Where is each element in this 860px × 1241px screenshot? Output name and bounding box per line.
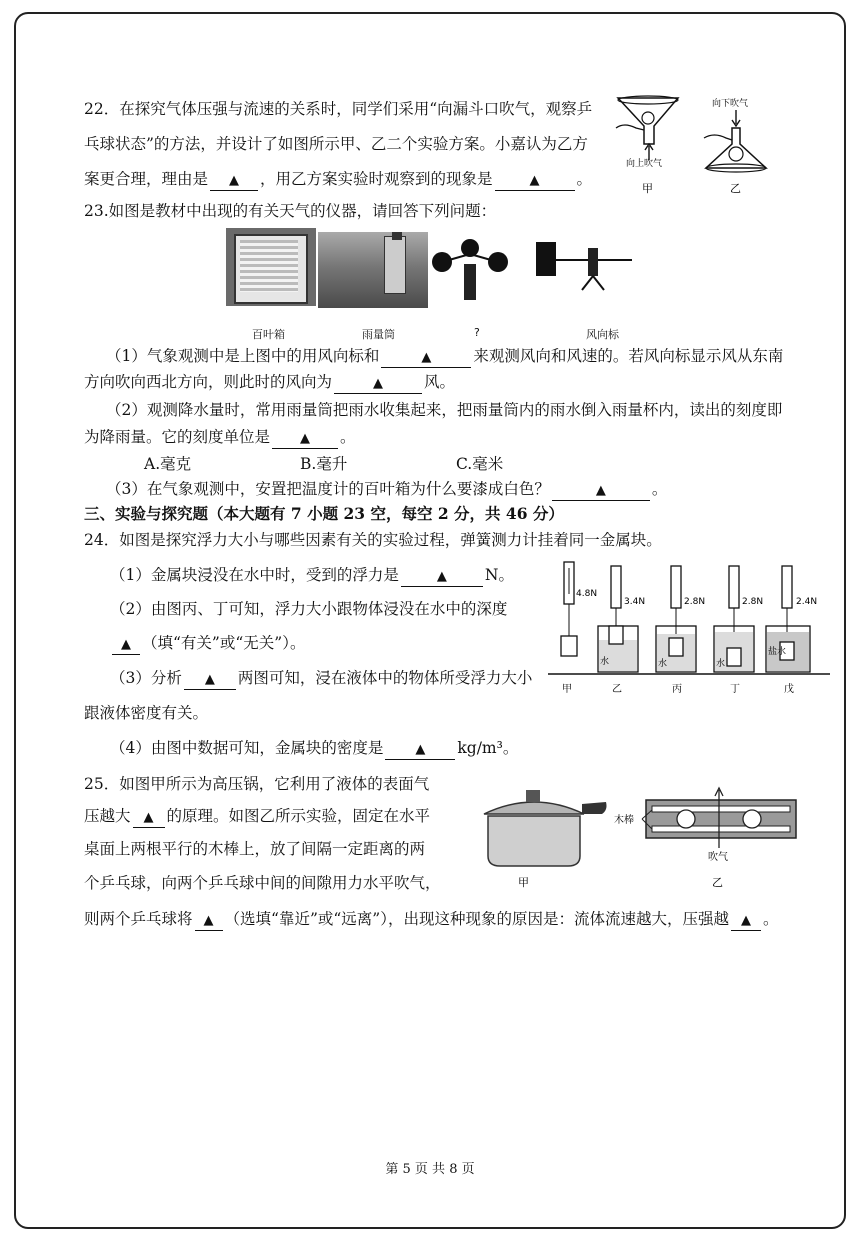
q24-p4: （4）由图中数据可知，金属块的密度是 ▲ kg/m³。 [110, 737, 518, 760]
answer-blank[interactable]: ▲ [184, 669, 236, 690]
svg-text:3.4N: 3.4N [624, 597, 646, 607]
answer-blank[interactable]: ▲ [385, 739, 455, 760]
q24-p3-cont: 跟液体密度有关。 [84, 704, 209, 722]
scale-yi [598, 566, 645, 695]
q24-p3: （3）分析 ▲ 两图可知，浸在液体中的物体所受浮力大小 [110, 667, 532, 690]
anemometer-photo [430, 234, 510, 306]
caption-wind-vane: 风向标 [586, 328, 619, 341]
q25-line1: 25．如图甲所示为高压锅，它利用了液体的表面气 [84, 775, 430, 793]
q24-p1: （1）金属块浸没在水中时，受到的浮力是 ▲ N。 [110, 564, 514, 587]
caption-louver-box: 百叶箱 [252, 328, 285, 341]
q23-option-b[interactable]: B.毫升 [300, 455, 348, 473]
answer-blank[interactable]: ▲ [272, 428, 338, 449]
scale-bing [656, 566, 705, 695]
svg-text:甲: 甲 [562, 684, 572, 695]
answer-blank[interactable]: ▲ [552, 480, 650, 501]
answer-blank[interactable]: ▲ [401, 566, 483, 587]
answer-blank[interactable]: ▲ [381, 347, 471, 368]
q24-p2-cont: ▲ （填“有关”或“无关”）。 [110, 632, 305, 655]
svg-text:2.8N: 2.8N [742, 597, 764, 607]
svg-text:乙: 乙 [612, 684, 622, 695]
svg-text:盐水: 盐水 [768, 647, 787, 657]
answer-blank[interactable]: ▲ [133, 807, 165, 828]
funnel-yi [704, 97, 766, 195]
svg-text:向下吹气: 向下吹气 [712, 99, 749, 109]
caption-rain-gauge: 雨量筒 [362, 328, 395, 341]
answer-blank[interactable]: ▲ [112, 634, 140, 655]
answer-blank[interactable]: ▲ [195, 910, 223, 931]
answer-blank[interactable]: ▲ [210, 170, 258, 191]
q25-line3: 桌面上两根平行的木棒上，放了间隔一定距离的两 [84, 840, 426, 858]
svg-text:2.8N: 2.8N [684, 597, 706, 607]
svg-text:甲: 甲 [642, 182, 653, 195]
svg-text:戊: 戊 [784, 684, 794, 695]
q25-line4: 个乒乓球，向两个乒乓球中间的间隙用力水平吹气， [84, 874, 441, 892]
q23-p1: （1）气象观测中是上图中的用风向标和 ▲ 来观测风向和风速的。若风向标显示风从东南 [106, 345, 783, 368]
svg-text:向上吹气: 向上吹气 [626, 159, 663, 169]
scale-jia [561, 562, 597, 695]
q22-line2: 乓球状态”的方法，并设计了如图所示甲、乙二个实验方案。小嘉认为乙方 [84, 135, 588, 153]
section3-title: 三、实验与探究题（本大题有 7 小题 23 空，每空 2 分，共 46 分） [84, 504, 564, 523]
svg-text:乙: 乙 [730, 182, 741, 195]
svg-text:水: 水 [716, 659, 726, 669]
answer-blank[interactable]: ▲ [334, 373, 422, 394]
pressure-cooker-figure [478, 774, 610, 892]
spring-scale-figure [546, 556, 836, 698]
wind-vane-photo [532, 238, 636, 294]
q23-p3: （3）在气象观测中，安置把温度计的百叶箱为什么要漆成白色？ ▲ 。 [106, 478, 667, 501]
scale-ding [714, 566, 763, 695]
svg-text:水: 水 [658, 659, 668, 669]
q23-p2-cont: 为降雨量。它的刻度单位是 ▲ 。 [84, 426, 356, 449]
svg-text:2.4N: 2.4N [796, 597, 818, 607]
svg-text:4.8N: 4.8N [576, 589, 598, 599]
answer-blank[interactable]: ▲ [731, 910, 761, 931]
louver-box-photo [226, 228, 316, 306]
q22-line3: 案更合理，理由是 ▲ ，用乙方案实验时观察到的现象是 ▲ 。 [84, 168, 592, 191]
q23-p1-cont: 方向吹向西北方向，则此时的风向为 ▲ 风。 [84, 371, 455, 394]
q23-p2: （2）观测降水量时，常用雨量筒把雨水收集起来，把雨量筒内的雨水倒入雨量杯内，读出的刻度即 [106, 401, 783, 419]
q25-line2: 压越大 ▲ 的原理。如图乙所示实验，固定在水平 [84, 805, 430, 828]
q24-line1: 24．如图是探究浮力大小与哪些因素有关的实验过程，弹簧测力计挂着同一金属块。 [84, 531, 662, 549]
q25-line5: 则两个乒乓球将 ▲ （选填“靠近”或“远离”），出现这种现象的原因是：流体流速越大，压强越 ▲ 。 [84, 908, 778, 931]
svg-text:乙: 乙 [712, 876, 723, 889]
q24-p2: （2）由图丙、丁可知，浮力大小跟物体浸没在水中的深度 [110, 600, 508, 618]
svg-text:丙: 丙 [672, 684, 682, 695]
ping-pong-figure [612, 786, 802, 890]
answer-blank[interactable]: ▲ [495, 170, 575, 191]
funnel-jia [616, 96, 678, 195]
svg-text:水: 水 [600, 657, 610, 667]
rain-gauge-photo [318, 232, 428, 308]
q23-option-c[interactable]: C.毫米 [456, 455, 504, 473]
scale-wu [766, 566, 817, 695]
page-number: 第 5 页 共 8 页 [385, 1162, 475, 1177]
svg-text:丁: 丁 [730, 684, 740, 695]
svg-text:甲: 甲 [518, 876, 529, 889]
funnel-figure [608, 92, 798, 200]
q22-line1: 22．在探究气体压强与流速的关系时，同学们采用“向漏斗口吹气，观察乒 [84, 100, 593, 118]
q23-line1: 23.如图是教材中出现的有关天气的仪器，请回答下列问题： [84, 202, 497, 220]
q23-option-a[interactable]: A.毫克 [144, 455, 192, 473]
svg-text:吹气: 吹气 [708, 852, 728, 863]
svg-text:木棒: 木棒 [614, 815, 634, 826]
caption-unknown-instrument: ? [474, 326, 480, 339]
